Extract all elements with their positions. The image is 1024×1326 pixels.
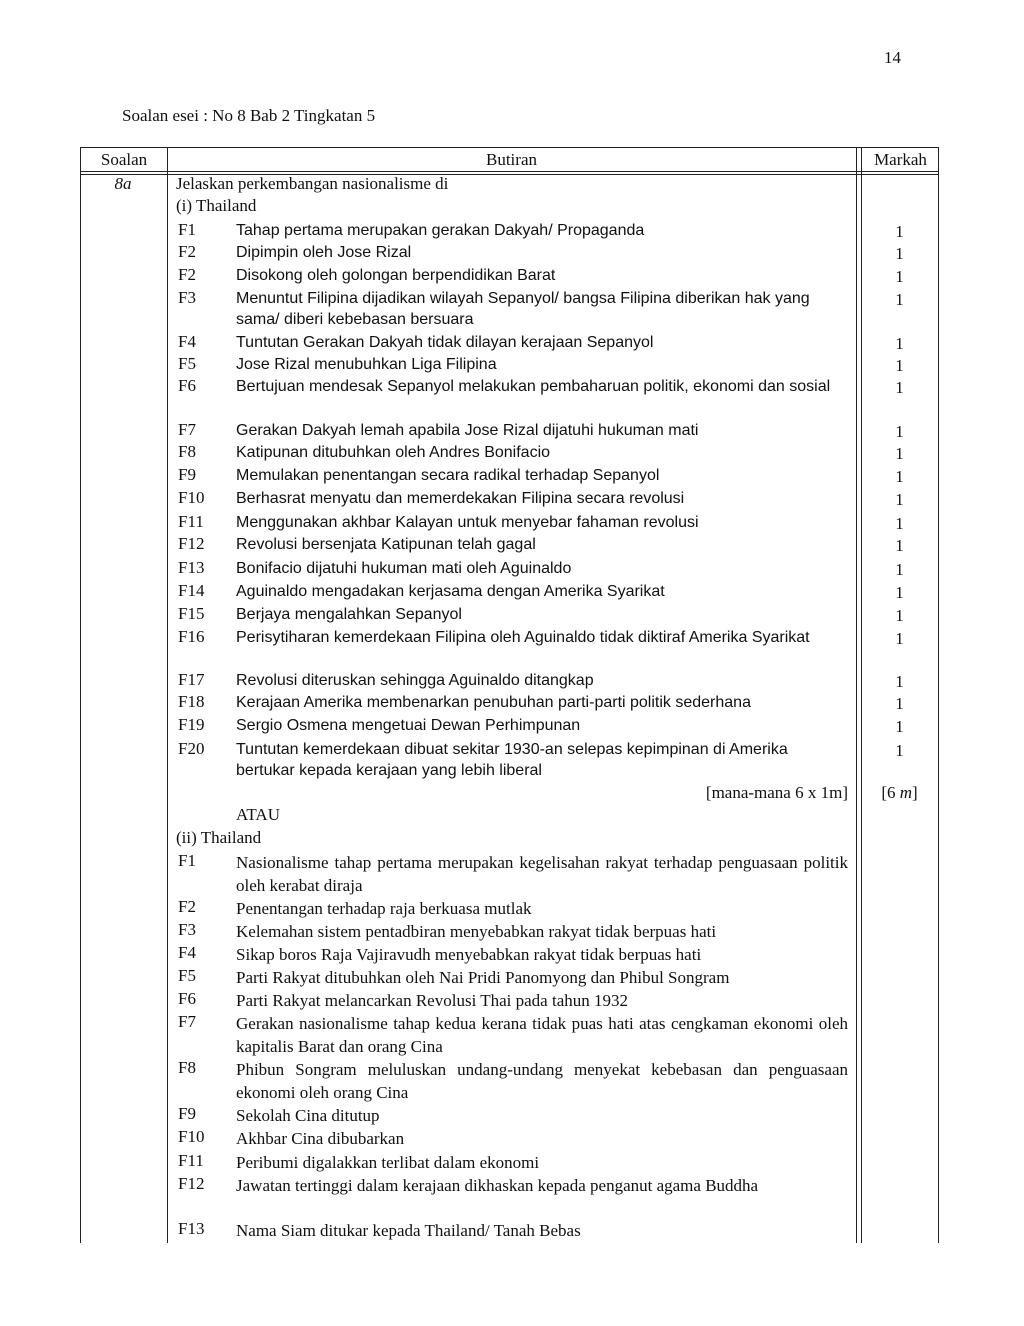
item-code: F7 — [178, 1012, 196, 1031]
item-code: F7 — [178, 420, 196, 439]
item-text: Parti Rakyat ditubuhkan oleh Nai Pridi Panomyong dan Phibul Songram — [236, 968, 730, 987]
item-mark: 1 — [895, 356, 904, 375]
total-unit: m — [899, 783, 913, 802]
total-suffix: ] — [912, 783, 918, 802]
item-mark: 1 — [895, 290, 904, 309]
item-mark: 1 — [895, 514, 904, 533]
item-mark: 1 — [895, 560, 904, 579]
item-mark: 1 — [895, 378, 904, 397]
item-text: Nama Siam ditukar kepada Thailand/ Tanah Bebas — [236, 1221, 581, 1240]
item-code: F3 — [178, 920, 196, 939]
item-code: F10 — [178, 1127, 205, 1146]
item-mark: 1 — [895, 741, 904, 760]
item-text: Jose Rizal menubuhkan Liga Filipina — [236, 356, 497, 373]
item-code: F9 — [178, 465, 196, 484]
item-text: Tuntutan kemerdekaan dibuat sekitar 1930-an selepas kepimpinan di Amerika bertukar kepada kerajaan yang lebih liberal — [236, 741, 788, 779]
item-mark: 1 — [895, 334, 904, 353]
item-text: Jawatan tertinggi dalam kerajaan dikhaskan kepada penganut agama Buddha — [236, 1176, 759, 1195]
item-text: Akhbar Cina dibubarkan — [236, 1129, 405, 1148]
part2-title: (ii) Thailand — [176, 828, 262, 847]
page-number: 14 — [884, 48, 901, 67]
column-divider — [856, 148, 857, 1243]
document-title: Soalan esei : No 8 Bab 2 Tingkatan 5 — [122, 106, 376, 125]
item-mark: 1 — [895, 244, 904, 263]
item-mark: 1 — [895, 717, 904, 736]
item-mark: 1 — [895, 467, 904, 486]
item-text: Dipimpin oleh Jose Rizal — [236, 244, 412, 261]
item-text: Parti Rakyat melancarkan Revolusi Thai pada tahun 1932 — [236, 991, 628, 1010]
item-code: F6 — [178, 989, 196, 1008]
item-code: F2 — [178, 265, 196, 284]
item-code: F5 — [178, 354, 196, 373]
item-mark: 1 — [895, 444, 904, 463]
item-code: F13 — [178, 558, 205, 577]
item-text: Tuntutan Gerakan Dakyah tidak dilayan kerajaan Sepanyol — [236, 334, 654, 351]
item-code: F12 — [178, 534, 205, 553]
question-text: Jelaskan perkembangan nasionalisme di — [176, 174, 449, 193]
item-mark: 1 — [895, 222, 904, 241]
item-text: Peribumi digalakkan terlibat dalam ekonomi — [236, 1153, 540, 1172]
item-text: Bonifacio dijatuhi hukuman mati oleh Aguinaldo — [236, 560, 572, 577]
item-text: Gerakan nasionalisme tahap kedua kerana tidak puas hati atas cengkaman ekonomi oleh kapitalis Barat dan orang Cina — [236, 1014, 848, 1056]
item-code: F19 — [178, 715, 205, 734]
item-text: Memulakan penentangan secara radikal terhadap Sepanyol — [236, 467, 660, 484]
item-code: F1 — [178, 220, 196, 239]
item-text: Tahap pertama merupakan gerakan Dakyah/ Propaganda — [236, 222, 645, 239]
item-text: Katipunan ditubuhkan oleh Andres Bonifacio — [236, 444, 551, 461]
item-code: F5 — [178, 966, 196, 985]
total-prefix: [6 — [881, 783, 900, 802]
item-code: F4 — [178, 332, 196, 351]
item-text: Nasionalisme tahap pertama merupakan kegelisahan rakyat terhadap penguasaan politik oleh kerabat diraja — [236, 853, 848, 895]
item-text: Perisytiharan kemerdekaan Filipina oleh Aguinaldo tidak diktiraf Amerika Syarikat — [236, 629, 810, 646]
item-code: F14 — [178, 581, 205, 600]
item-mark: 1 — [895, 694, 904, 713]
item-code: F18 — [178, 692, 205, 711]
item-code: F13 — [178, 1219, 205, 1238]
item-code: F17 — [178, 670, 205, 689]
column-divider — [167, 148, 168, 1243]
part1-total-mark — [860, 783, 939, 803]
item-code: F12 — [178, 1174, 205, 1193]
header-divider — [81, 171, 938, 172]
item-text: Sekolah Cina ditutup — [236, 1106, 380, 1125]
item-text: Menggunakan akhbar Kalayan untuk menyebar fahaman revolusi — [236, 514, 699, 531]
item-text: Kelemahan sistem pentadbiran menyebabkan rakyat tidak berpuas hati — [236, 922, 717, 941]
item-code: F8 — [178, 442, 196, 461]
item-text: Menuntut Filipina dijadikan wilayah Sepanyol/ bangsa Filipina diberikan hak yang sama/ diberi kebebasan bersuara — [236, 290, 810, 328]
item-mark: 1 — [895, 422, 904, 441]
header-markah: Markah — [874, 150, 927, 169]
item-code: F9 — [178, 1104, 196, 1123]
item-code: F11 — [178, 1151, 204, 1170]
item-code: F4 — [178, 943, 196, 962]
item-code: F6 — [178, 376, 196, 395]
item-code: F11 — [178, 512, 204, 531]
item-mark: 1 — [895, 606, 904, 625]
item-text: Sikap boros Raja Vajiravudh menyebabkan rakyat tidak berpuas hati — [236, 945, 702, 964]
item-text: Sergio Osmena mengetuai Dewan Perhimpunan — [236, 717, 581, 734]
item-text: Aguinaldo mengadakan kerjasama dengan Amerika Syarikat — [236, 583, 665, 600]
item-code: F1 — [178, 851, 196, 870]
item-mark: 1 — [895, 490, 904, 509]
item-text: Phibun Songram meluluskan undang-undang menyekat kebebasan dan penguasaan ekonomi oleh orang Cina — [236, 1060, 848, 1102]
or-label: ATAU — [236, 805, 280, 824]
item-text: Berjaya mengalahkan Sepanyol — [236, 606, 462, 623]
item-text: Penentangan terhadap raja berkuasa mutlak — [236, 899, 532, 918]
item-code: F20 — [178, 739, 205, 758]
item-text: Gerakan Dakyah lemah apabila Jose Rizal dijatuhi hukuman mati — [236, 422, 699, 439]
item-mark: 1 — [895, 629, 904, 648]
item-mark: 1 — [895, 536, 904, 555]
header-soalan: Soalan — [100, 150, 148, 169]
selection-note: [mana-mana 6 x 1m] — [705, 783, 848, 802]
question-number: 8a — [114, 174, 132, 193]
item-mark: 1 — [895, 267, 904, 286]
item-code: F15 — [178, 604, 205, 623]
header-butiran: Butiran — [486, 150, 537, 169]
item-text: Bertujuan mendesak Sepanyol melakukan pembaharuan politik, ekonomi dan sosial — [236, 378, 831, 395]
item-text: Revolusi bersenjata Katipunan telah gagal — [236, 536, 536, 553]
part1-title: (i) Thailand — [176, 196, 257, 215]
item-code: F16 — [178, 627, 205, 646]
item-code: F3 — [178, 288, 196, 307]
item-text: Disokong oleh golongan berpendidikan Barat — [236, 267, 556, 284]
item-code: F2 — [178, 242, 196, 261]
item-mark: 1 — [895, 672, 904, 691]
item-code: F2 — [178, 897, 196, 916]
item-text: Kerajaan Amerika membenarkan penubuhan parti-parti politik sederhana — [236, 694, 751, 711]
item-text: Berhasrat menyatu dan memerdekakan Filipina secara revolusi — [236, 490, 685, 507]
item-text: Revolusi diteruskan sehingga Aguinaldo ditangkap — [236, 672, 594, 689]
item-code: F8 — [178, 1058, 196, 1077]
item-code: F10 — [178, 488, 205, 507]
item-mark: 1 — [895, 583, 904, 602]
